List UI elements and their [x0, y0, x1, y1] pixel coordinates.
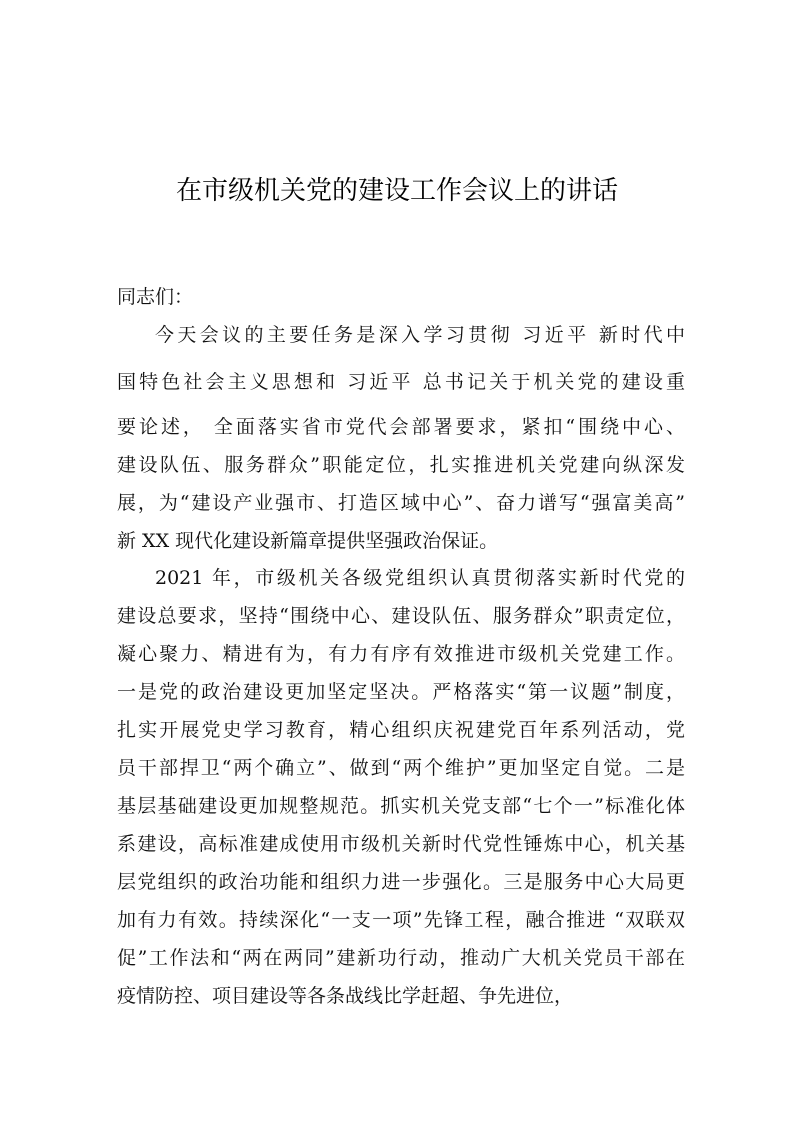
text-line: 国特色社会主义思想和 习近平 总书记关于机关党的建设重 [117, 371, 685, 393]
text-line: 建设队伍、服务群众”职能定位，扎实推进机关党建向纵深发 [117, 454, 685, 476]
text-line: 疫情防控、项目建设等各条战线比学赶超、争先进位， [117, 985, 574, 1007]
salutation: 同志们： [117, 286, 194, 308]
text-line: 建设总要求，坚持“围绕中心、建设队伍、服务群众”职责定位， [117, 605, 685, 627]
text-line: 一是党的政治建设更加坚定坚决。严格落实“第一议题”制度， [117, 681, 685, 703]
document-title: 在市级机关党的建设工作会议上的讲话 [175, 176, 618, 206]
text-line: 凝心聚力、精进有为，有力有序有效推进市级机关党建工作。 [117, 643, 685, 665]
text-line: 扎实开展党史学习教育，精心组织庆祝建党百年系列活动，党 [117, 719, 685, 741]
text-line: 新 XX 现代化建设新篇章提供坚强政治保证。 [117, 530, 499, 552]
text-line: 2021 年，市级机关各级党组织认真贯彻落实新时代党的 [155, 567, 685, 589]
text-line: 促”工作法和“两在两同”建新功行动，推动广大机关党员干部在 [117, 947, 685, 969]
text-line: 展，为“建设产业强市、打造区域中心”、奋力谱写“强富美高” [117, 492, 685, 514]
text-line: 基层基础建设更加规整规范。抓实机关党支部“七个一”标准化体 [117, 795, 685, 817]
text-line: 系建设，高标准建成使用市级机关新时代党性锤炼中心，机关基 [117, 833, 685, 855]
text-line: 员干部捍卫“两个确立”、做到“两个维护”更加坚定自觉。二是 [117, 757, 685, 779]
text-line: 层党组织的政治功能和组织力进一步强化。三是服务中心大局更 [117, 871, 685, 893]
text-line: 加有力有效。持续深化“一支一项”先锋工程，融合推进 “双联双 [117, 909, 685, 931]
text-line: 要论述， 全面落实省市党代会部署要求，紧扣“围绕中心、 [117, 416, 685, 438]
text-line: 今天会议的主要任务是深入学习贯彻 习近平 新时代中 [155, 324, 685, 346]
